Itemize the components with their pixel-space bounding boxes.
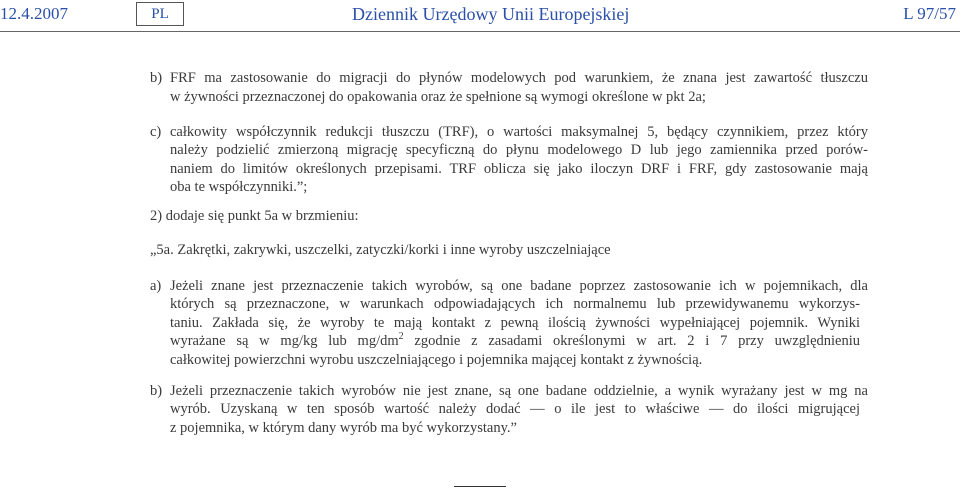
item-c-paragraph xyxy=(150,123,868,142)
sub-b-paragraph xyxy=(150,382,868,401)
sub-b-line-3: z pojemnika, w którym dany wyrób ma być wykorzystany.” xyxy=(170,419,517,436)
footer-divider xyxy=(454,486,506,487)
sub-a-line-1: a) Jeżeli znane jest przeznaczenie takich wyrobów, są one badane poprzez zastosowanie ich w pojemnikach, dla xyxy=(150,278,868,294)
item-c-line-4: oba te współczynniki.”; xyxy=(170,179,308,195)
header-divider xyxy=(0,31,960,32)
item-c-continuation xyxy=(170,141,868,197)
section-5a-heading: „5a. Zakrętki, zakrywki, uszczelki, zatyczki/korki i inne wyroby uszczelniające xyxy=(150,242,611,258)
publication-date: 12.4.2007 xyxy=(0,4,68,23)
unit-superscript: 2 xyxy=(398,331,404,343)
sub-a-line-2: których są przeznaczone, w warunkach odpowiadających ich normalnemu lub przewidywanemu wykorzys- xyxy=(170,296,860,312)
language-badge: PL xyxy=(136,2,184,26)
journal-title: Dziennik Urzędowy Unii Europejskiej xyxy=(352,4,630,24)
item-b-marker: b) xyxy=(150,70,163,86)
item-c-line-1: c) całkowity współczynnik redukcji tłuszczu (TRF), o wartości maksymalnej 5, będący czynnikiem, przez który xyxy=(150,124,868,140)
sub-b-line-1: b) Jeżeli przeznaczenie takich wyrobów nie jest znane, są one badane oddzielnie, a wynik wyrażany jest w mg na xyxy=(150,383,868,399)
item-b-paragraph xyxy=(150,69,868,106)
point-2-text: 2) dodaje się punkt 5a w brzmieniu: xyxy=(150,208,359,224)
sub-a-line-3: taniu. Zakłada się, że wyroby te mają kontakt z pewną ilością żywności wypełniającej pojemnik. Wyniki xyxy=(170,314,860,331)
sub-a-line-4: wyrażane są w mg/kg lub $mg/dm^2$ zgodnie z zasadami określonymi w art. 2 i 7 przy uwzględnieniu xyxy=(170,331,861,349)
sub-a-line-5: całkowitej powierzchni wyrobu uszczelniającego i pojemnika mającej kontakt z żywnością. xyxy=(170,351,703,368)
item-c-line-3: naniem do limitów określonych przepisami. TRF oblicza się jako iloczyn DRF i FRF, gdy zastosowanie mają xyxy=(170,160,868,177)
sub-b-marker: b) xyxy=(150,383,163,399)
sub-b-continuation xyxy=(170,400,860,437)
sub-a-paragraph xyxy=(150,277,868,296)
item-c-marker: c) xyxy=(150,124,162,140)
page-reference: L 97/57 xyxy=(903,4,956,23)
sub-a-marker: a) xyxy=(150,278,162,294)
item-b-line-2: w żywności przeznaczonej do opakowania oraz że spełnione są wymogi określone w pkt 2a; xyxy=(170,88,706,105)
page-header xyxy=(0,4,960,30)
item-c-line-2: należy podzielić zmierzoną migrację specyficzną do płynu modelowego D lub jego zamiennika przed porów- xyxy=(170,142,868,158)
sub-b-line-2: wyrób. Uzyskaną w ten sposób wartość należy dodać — o ile jest to właściwe — do ilości migrującej xyxy=(170,401,860,417)
sub-a-continuation xyxy=(170,295,860,369)
item-b-line-1: b) FRF ma zastosowanie do migracji do płynów modelowych pod warunkiem, że znana jest zawartość tłuszczu xyxy=(150,70,868,86)
